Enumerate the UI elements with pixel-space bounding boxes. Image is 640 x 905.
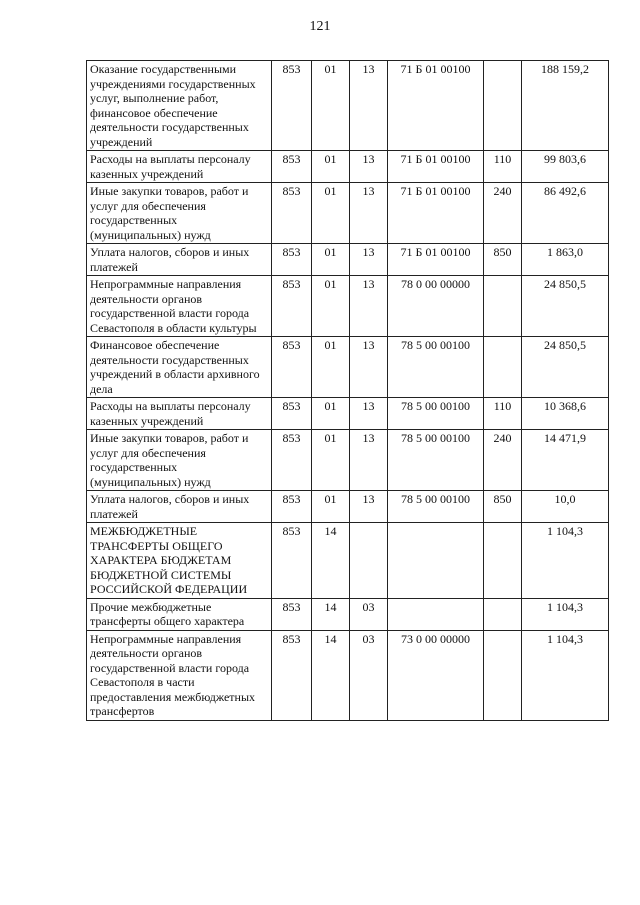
cell-sum: 188 159,2	[522, 61, 609, 151]
cell-name: Иные закупки товаров, работ и услуг для обеспечения государственных (муниципальных) нужд	[87, 183, 272, 244]
cell-vr	[484, 61, 522, 151]
table-row	[87, 276, 609, 337]
cell-name: МЕЖБЮДЖЕТНЫЕ ТРАНСФЕРТЫ ОБЩЕГО ХАРАКТЕРА БЮДЖЕТАМ БЮДЖЕТНОЙ СИСТЕМЫ РОССИЙСКОЙ ФЕДЕРАЦИИ	[87, 523, 272, 599]
cell-rz: 01	[312, 398, 350, 430]
cell-name: Прочие межбюджетные трансферты общего характера	[87, 598, 272, 630]
cell-name: Оказание государственными учреждениями государственных услуг, выполнение работ, финансовое обеспечение деятельности государственных учреждений	[87, 61, 272, 151]
cell-csr: 78 0 00 00000	[388, 276, 484, 337]
cell-csr: 71 Б 01 00100	[388, 183, 484, 244]
cell-vr: 110	[484, 398, 522, 430]
cell-sum: 1 104,3	[522, 630, 609, 720]
table-row	[87, 523, 609, 599]
cell-ved: 853	[272, 523, 312, 599]
cell-csr	[388, 598, 484, 630]
cell-sum: 1 104,3	[522, 523, 609, 599]
budget-table-body	[87, 61, 609, 721]
cell-pr: 13	[350, 398, 388, 430]
cell-sum: 86 492,6	[522, 183, 609, 244]
cell-name: Уплата налогов, сборов и иных платежей	[87, 491, 272, 523]
cell-pr: 13	[350, 491, 388, 523]
cell-sum: 24 850,5	[522, 337, 609, 398]
cell-pr: 13	[350, 151, 388, 183]
cell-vr	[484, 523, 522, 599]
cell-rz: 14	[312, 598, 350, 630]
cell-pr: 03	[350, 598, 388, 630]
cell-name: Непрограммные направления деятельности органов государственной власти города Севастополя в области культуры	[87, 276, 272, 337]
cell-rz: 01	[312, 61, 350, 151]
table-row	[87, 430, 609, 491]
table-row	[87, 61, 609, 151]
cell-sum: 10,0	[522, 491, 609, 523]
table-row	[87, 183, 609, 244]
cell-name: Уплата налогов, сборов и иных платежей	[87, 244, 272, 276]
cell-sum: 10 368,6	[522, 398, 609, 430]
cell-csr: 78 5 00 00100	[388, 337, 484, 398]
cell-pr	[350, 523, 388, 599]
cell-csr: 78 5 00 00100	[388, 398, 484, 430]
cell-ved: 853	[272, 630, 312, 720]
cell-csr: 78 5 00 00100	[388, 491, 484, 523]
cell-vr	[484, 337, 522, 398]
cell-name: Финансовое обеспечение деятельности государственных учреждений в области архивного дела	[87, 337, 272, 398]
cell-pr: 13	[350, 276, 388, 337]
cell-ved: 853	[272, 61, 312, 151]
cell-sum: 1 104,3	[522, 598, 609, 630]
cell-name: Расходы на выплаты персоналу казенных учреждений	[87, 151, 272, 183]
cell-vr	[484, 598, 522, 630]
table-row	[87, 151, 609, 183]
cell-pr: 13	[350, 337, 388, 398]
cell-rz: 01	[312, 244, 350, 276]
table-row	[87, 630, 609, 720]
cell-ved: 853	[272, 430, 312, 491]
cell-ved: 853	[272, 183, 312, 244]
cell-sum: 24 850,5	[522, 276, 609, 337]
table-row	[87, 598, 609, 630]
cell-vr: 850	[484, 491, 522, 523]
page-number: 121	[309, 19, 331, 34]
table-row	[87, 337, 609, 398]
cell-vr: 850	[484, 244, 522, 276]
cell-rz: 01	[312, 430, 350, 491]
cell-pr: 13	[350, 430, 388, 491]
cell-ved: 853	[272, 276, 312, 337]
cell-csr	[388, 523, 484, 599]
cell-csr: 71 Б 01 00100	[388, 244, 484, 276]
table-row	[87, 398, 609, 430]
cell-sum: 1 863,0	[522, 244, 609, 276]
cell-name: Иные закупки товаров, работ и услуг для обеспечения государственных (муниципальных) нужд	[87, 430, 272, 491]
cell-csr: 71 Б 01 00100	[388, 61, 484, 151]
cell-ved: 853	[272, 337, 312, 398]
cell-vr	[484, 276, 522, 337]
cell-rz: 14	[312, 523, 350, 599]
cell-name: Непрограммные направления деятельности органов государственной власти города Севастополя в части предоставления межбюджетных трансфертов	[87, 630, 272, 720]
cell-vr: 240	[484, 183, 522, 244]
cell-pr: 13	[350, 183, 388, 244]
cell-vr: 240	[484, 430, 522, 491]
cell-pr: 13	[350, 244, 388, 276]
cell-rz: 01	[312, 276, 350, 337]
cell-pr: 13	[350, 61, 388, 151]
cell-csr: 78 5 00 00100	[388, 430, 484, 491]
cell-rz: 14	[312, 630, 350, 720]
cell-sum: 14 471,9	[522, 430, 609, 491]
cell-rz: 01	[312, 491, 350, 523]
cell-csr: 73 0 00 00000	[388, 630, 484, 720]
cell-rz: 01	[312, 151, 350, 183]
cell-ved: 853	[272, 598, 312, 630]
cell-csr: 71 Б 01 00100	[388, 151, 484, 183]
cell-sum: 99 803,6	[522, 151, 609, 183]
budget-table	[86, 60, 609, 721]
table-row	[87, 491, 609, 523]
cell-rz: 01	[312, 183, 350, 244]
cell-vr: 110	[484, 151, 522, 183]
cell-ved: 853	[272, 398, 312, 430]
cell-name: Расходы на выплаты персоналу казенных учреждений	[87, 398, 272, 430]
table-row	[87, 244, 609, 276]
cell-rz: 01	[312, 337, 350, 398]
cell-ved: 853	[272, 491, 312, 523]
cell-ved: 853	[272, 151, 312, 183]
cell-pr: 03	[350, 630, 388, 720]
cell-vr	[484, 630, 522, 720]
cell-ved: 853	[272, 244, 312, 276]
